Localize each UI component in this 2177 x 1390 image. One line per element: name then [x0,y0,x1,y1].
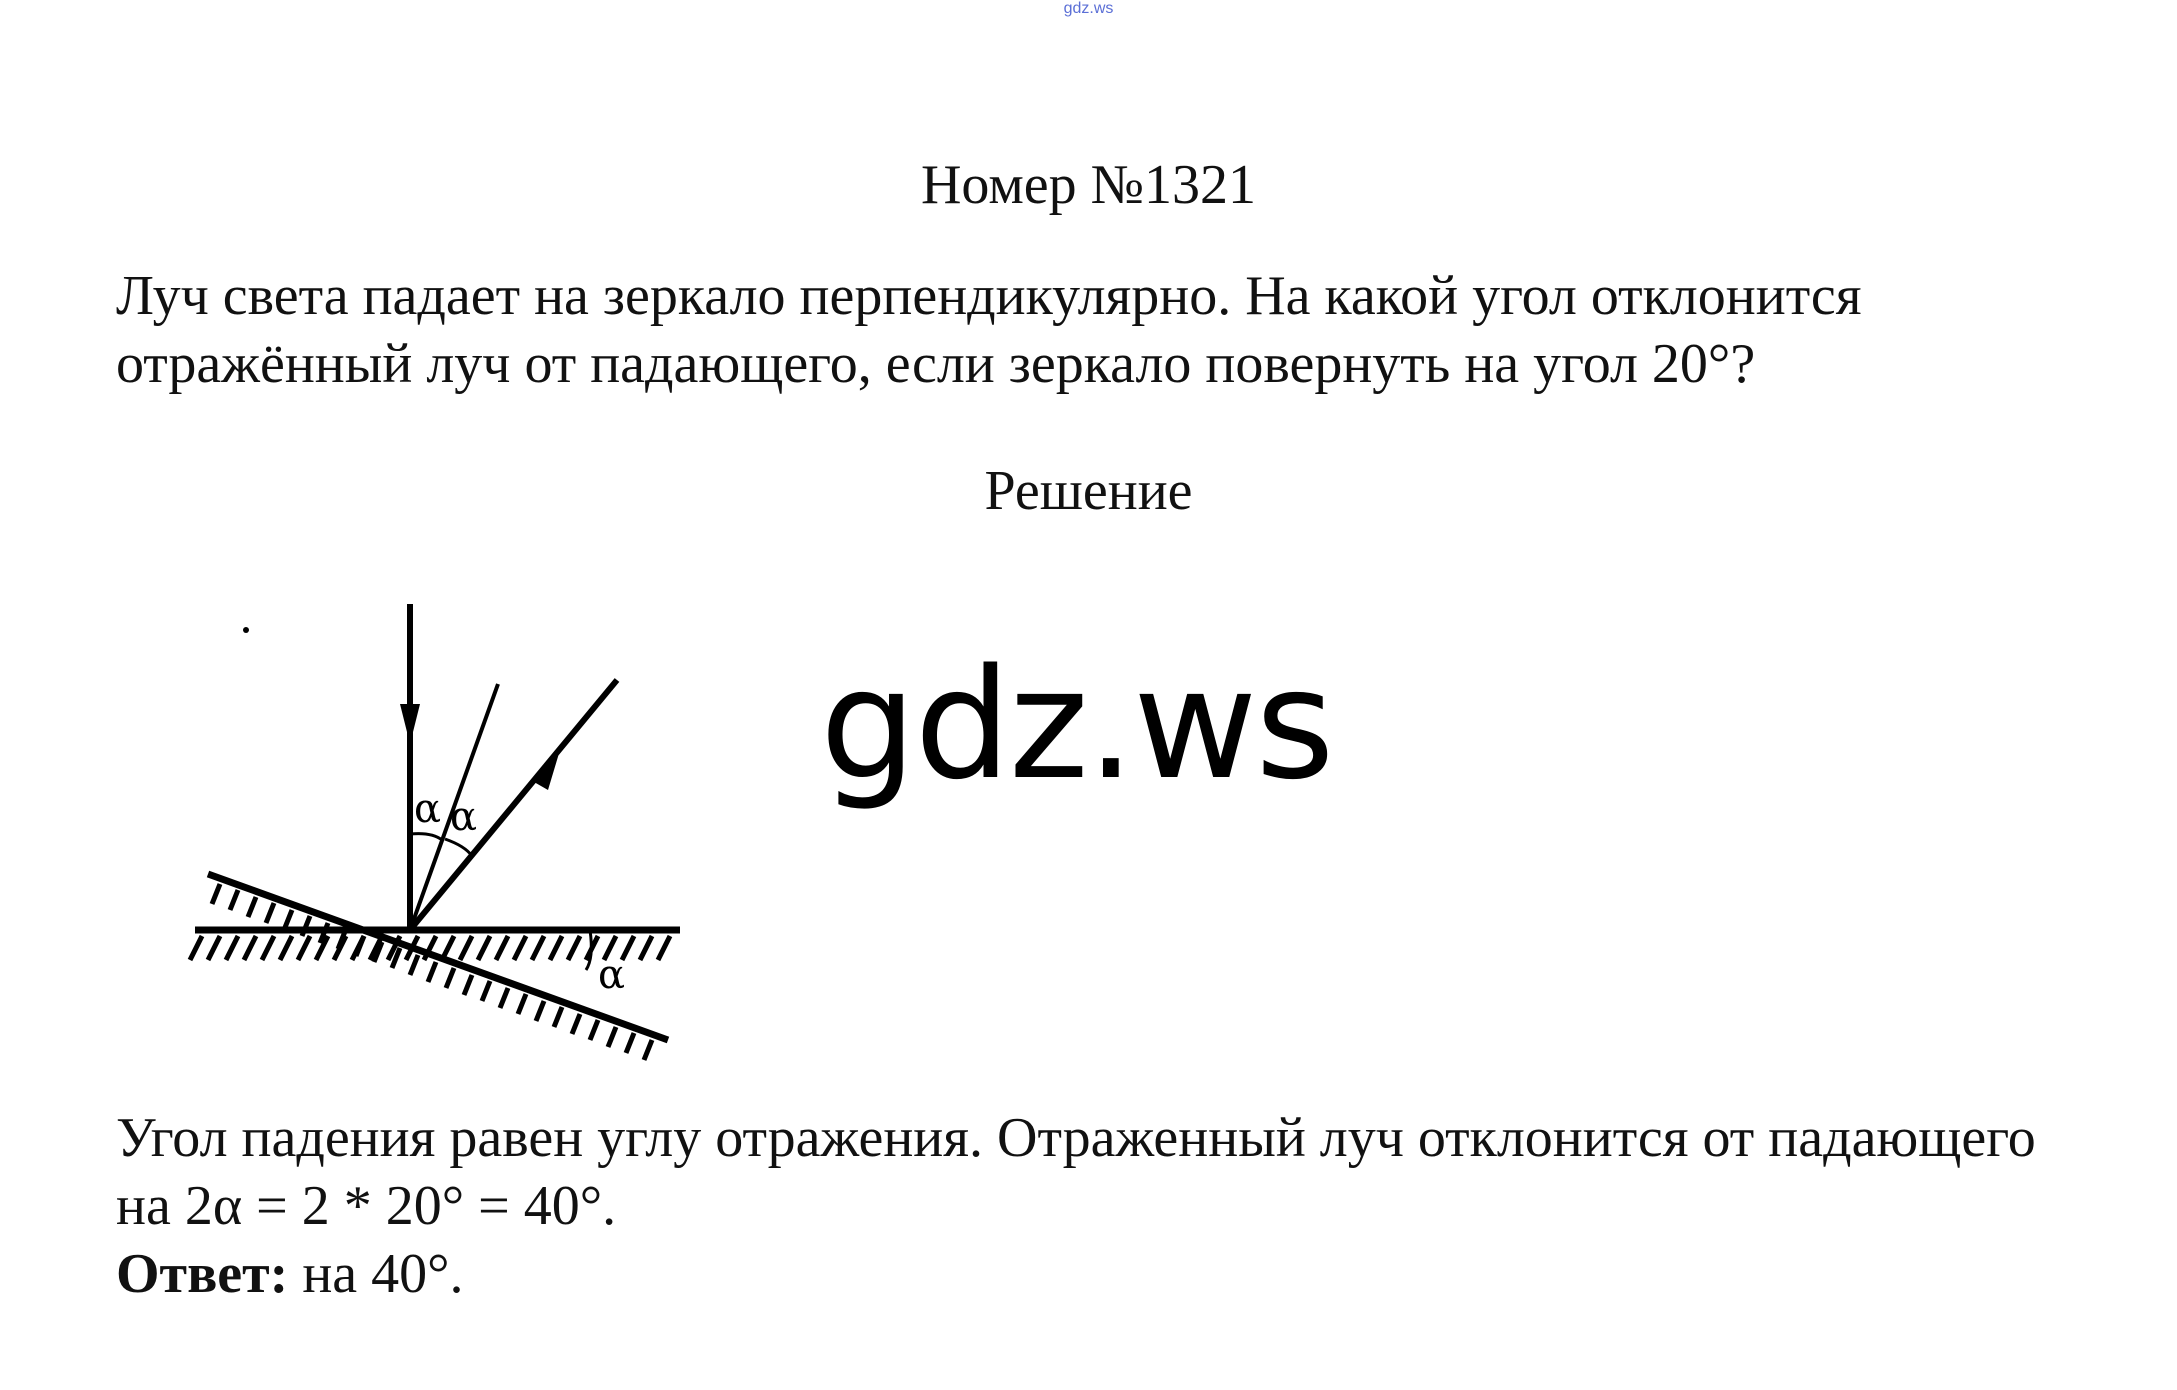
angle-label-reflected: α [450,794,478,840]
incident-ray-arrowhead [400,704,420,744]
problem-title: Номер №1321 [920,154,1257,216]
explanation-text: Угол падения равен углу отражения. Отраженный луч отклонится от падающего на 2α = 2 * 20° = 40°. [116,1107,2036,1237]
mirror-diagram [120,584,790,1106]
site-mark: gdz.ws [1063,0,1114,17]
scan-speck [243,627,249,633]
watermark: gdz.ws [820,636,1333,813]
answer-label: Ответ: [116,1243,289,1305]
solution-heading: Решение [984,460,1193,522]
problem-text: Луч света падает на зеркало перпендикулярно. На какой угол отклонится отражённый луч от падающего, если зеркало повернуть на угол 20°? [116,265,1862,395]
answer-line [116,1240,464,1308]
angle-arc-reflected [445,839,472,856]
angle-label-mirror: α [598,952,626,998]
answer-value: на 40°. [288,1243,464,1305]
angle-label-incident: α [414,786,442,832]
angle-arc-incident [410,834,442,840]
rotated-mirror-hatching [212,884,652,1060]
mirror-diagram-svg [120,584,790,1106]
reflected-ray [410,680,617,930]
reflected-ray-arrowhead [534,750,560,790]
